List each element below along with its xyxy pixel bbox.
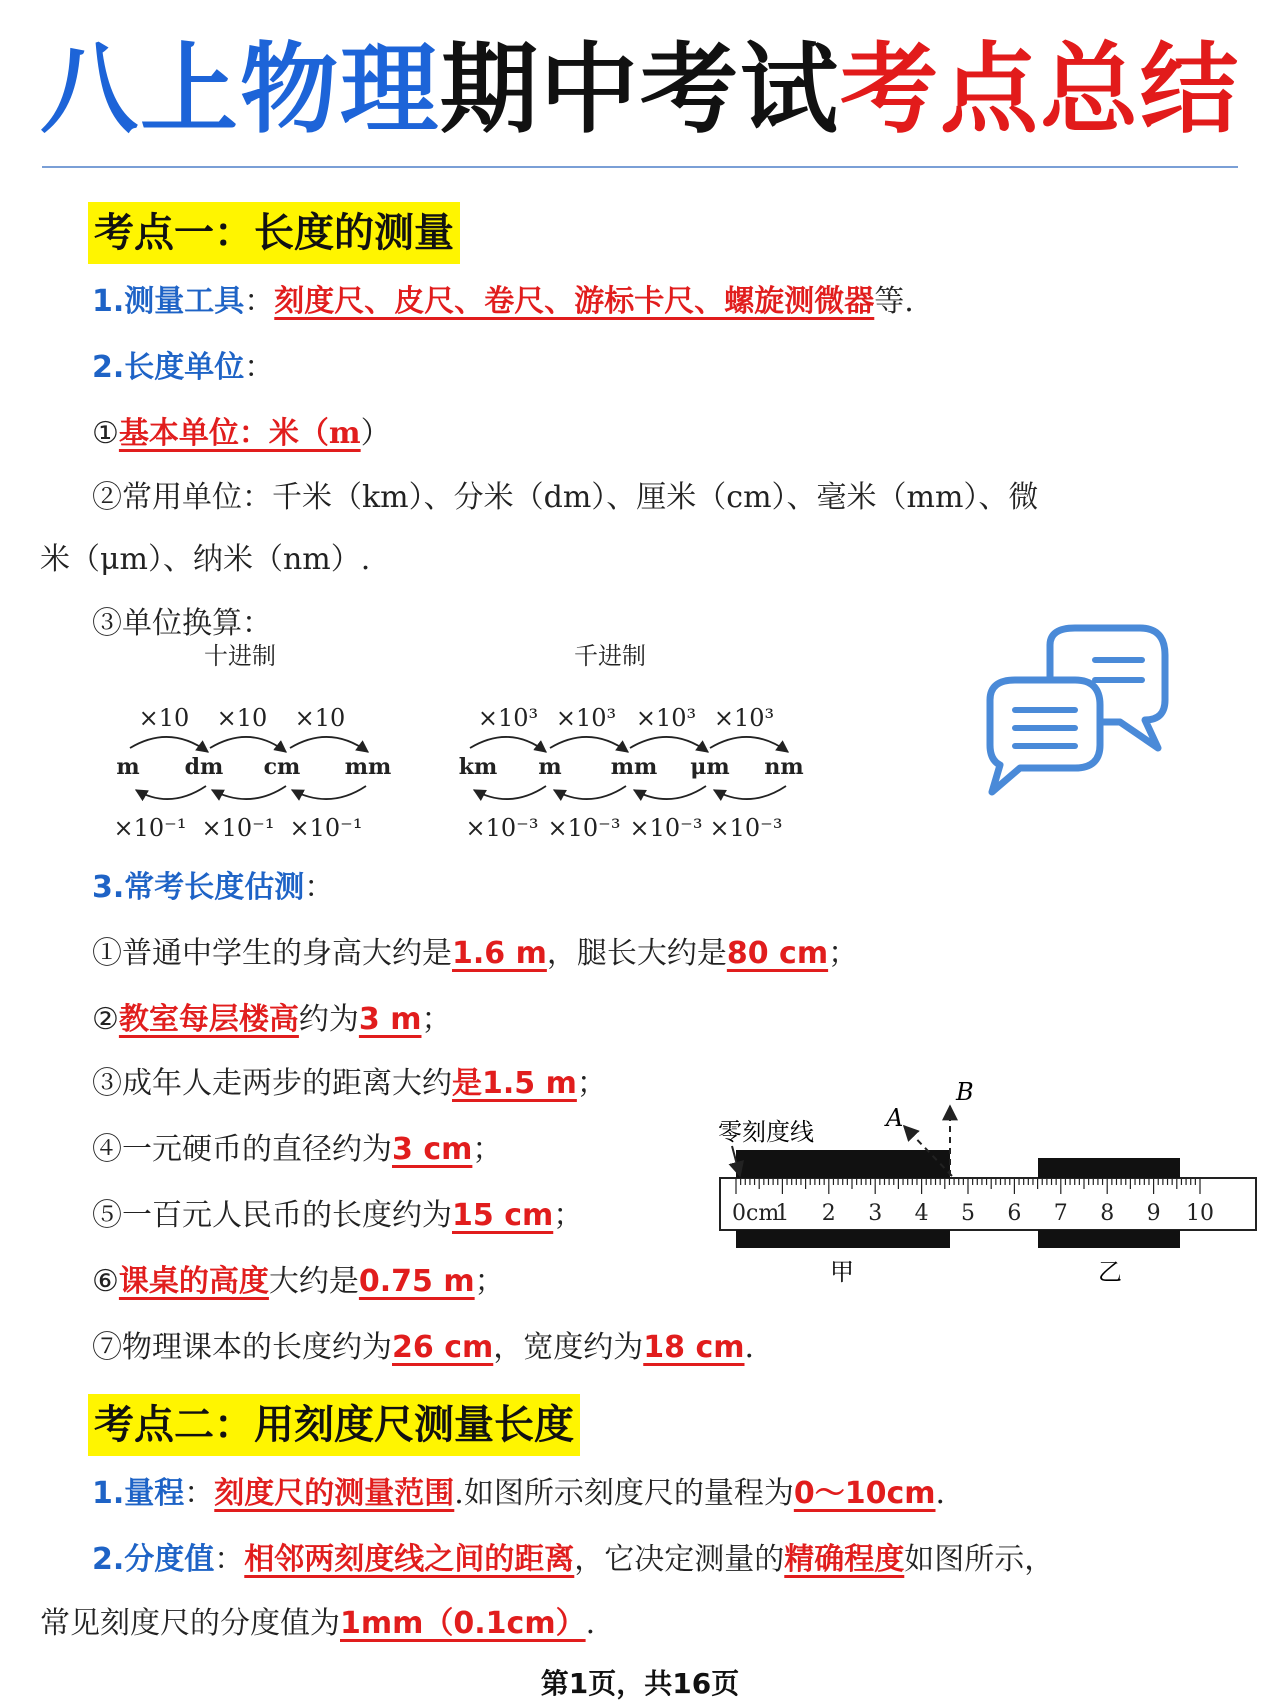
tools-sep: ：	[244, 284, 275, 319]
kilo-up-3: ×10³	[635, 704, 697, 732]
ruler-number: 9	[1146, 1201, 1161, 1226]
title-part1: 八上物理	[39, 33, 440, 147]
estimate-5	[92, 1196, 583, 1236]
units-label: 2.长度单位	[92, 350, 245, 385]
e6-subject: 课桌的高度	[118, 1264, 269, 1299]
ruler-number: 10	[1186, 1201, 1214, 1226]
tools-label: 1.测量工具	[92, 284, 245, 319]
division-label: 2.分度值	[92, 1542, 215, 1577]
division-line2-end: .	[585, 1606, 596, 1641]
e6-mid: 大约是	[268, 1264, 359, 1299]
division-value: 相邻两刻度线之间的距离	[244, 1542, 575, 1577]
base-unit-value: 基本单位：米（m	[118, 416, 361, 451]
e4-end: ；	[472, 1132, 503, 1167]
base-mark: ①	[92, 416, 119, 451]
division-line2-value: 1mm（0.1cm）	[340, 1606, 586, 1641]
decimal-unit-dm: dm	[184, 754, 224, 780]
kilo-down-4: ×10⁻³	[709, 814, 783, 842]
decimal-unit-mm: mm	[344, 754, 392, 780]
section2-heading: 考点二：用刻度尺测量长度	[88, 1394, 580, 1456]
estimate-6	[92, 1262, 505, 1302]
range-mid: .如图所示刻度尺的量程为	[454, 1476, 794, 1511]
estimate-1	[92, 934, 858, 974]
title-part2: 期中考试	[439, 33, 840, 147]
common-units-line2: 米（μm）、纳米（nm）.	[40, 542, 371, 577]
estimate-3	[92, 1064, 607, 1104]
zero-line-label: 零刻度线	[718, 1118, 814, 1146]
decimal-down-2: ×10⁻¹	[201, 814, 275, 842]
unit-conversion-diagram	[100, 640, 820, 860]
e1-value2: 80 cm	[726, 936, 829, 971]
kilo-up-2: ×10³	[555, 704, 617, 732]
ruler-number: 5	[961, 1201, 975, 1226]
decimal-up-2: ×10	[216, 704, 268, 732]
base-unit-tail: ）	[360, 416, 391, 451]
division-sep: ：	[214, 1542, 245, 1577]
tools-tail: 等.	[874, 284, 914, 319]
conversion-label: ③单位换算：	[92, 606, 272, 641]
e2-mark: ②	[92, 1002, 119, 1037]
e6-value: 0.75 m	[358, 1264, 475, 1299]
section1-heading: 考点一：长度的测量	[88, 202, 460, 264]
kilo-down-1: ×10⁻³	[465, 814, 539, 842]
block-right-label: 乙	[1098, 1258, 1122, 1286]
tools-line	[92, 282, 914, 322]
range-line	[92, 1474, 945, 1514]
estimate-tail: ：	[304, 870, 335, 905]
division-line2	[40, 1604, 595, 1644]
e7-value: 26 cm	[392, 1330, 494, 1365]
kilo-up-4: ×10³	[713, 704, 775, 732]
block-right	[1038, 1158, 1180, 1178]
estimate-label: 3.常考长度估测	[92, 870, 305, 905]
e7-value2: 18 cm	[643, 1330, 745, 1365]
range-tail: .	[935, 1476, 946, 1511]
e2-mid: 约为	[298, 1002, 359, 1037]
estimate-7	[92, 1328, 754, 1368]
e5-value: 15 cm	[452, 1198, 554, 1233]
range-sep: ：	[184, 1476, 215, 1511]
range-label: 1.量程	[92, 1476, 185, 1511]
e6-end: ；	[474, 1264, 505, 1299]
range-answer: 0～10cm	[793, 1476, 936, 1511]
common-units-line1: ②常用单位：千米（km）、分米（dm）、厘米（cm）、毫米（mm）、微	[92, 480, 1039, 515]
e4-text: ④一元硬币的直径约为	[92, 1132, 392, 1167]
page-title	[0, 30, 1280, 150]
kilo-unit-mm: mm	[610, 754, 658, 780]
e3-text: ③成年人走两步的距离大约	[92, 1066, 452, 1101]
e1-text: ①普通中学生的身高大约是	[92, 936, 452, 971]
ruler-figure	[700, 1060, 1270, 1290]
kilo-unit-um: μm	[690, 754, 730, 780]
units-line	[92, 348, 274, 388]
ruler-number: 4	[914, 1201, 929, 1226]
e2-subject: 教室每层楼高	[118, 1002, 299, 1037]
chat-bubble-icon	[980, 620, 1180, 800]
e7-mid: ，宽度约为	[493, 1330, 644, 1365]
label-b: B	[956, 1078, 974, 1106]
division-line	[92, 1540, 1054, 1580]
estimate-4	[92, 1130, 502, 1170]
e7-text: ⑦物理课本的长度约为	[92, 1330, 392, 1365]
ruler-number: 2	[821, 1201, 836, 1226]
e3-value: 是1.5 m	[452, 1066, 577, 1101]
kilo-down-3: ×10⁻³	[629, 814, 703, 842]
e5-text: ⑤一百元人民币的长度约为	[92, 1198, 452, 1233]
title-divider	[42, 166, 1238, 168]
units-tail: ：	[244, 350, 275, 385]
e3-end: ；	[576, 1066, 607, 1101]
tools-value: 刻度尺、皮尺、卷尺、游标卡尺、螺旋测微器	[274, 284, 875, 319]
base-unit-line	[92, 414, 391, 454]
e1-mid: ，腿长大约是	[546, 936, 727, 971]
label-a: A	[886, 1104, 904, 1132]
ruler-number: 7	[1053, 1201, 1068, 1226]
decimal-down-3: ×10⁻¹	[289, 814, 363, 842]
ruler-number: 0cm	[732, 1201, 780, 1226]
ruler-number: 6	[1007, 1201, 1022, 1226]
kilo-up-1: ×10³	[477, 704, 539, 732]
e2-end: ；	[421, 1002, 452, 1037]
kilo-title: 千进制	[574, 642, 646, 670]
e4-value: 3 cm	[392, 1132, 473, 1167]
estimate-line	[92, 868, 334, 908]
decimal-up-3: ×10	[294, 704, 346, 732]
e7-end: .	[744, 1330, 755, 1365]
block-left-label: 甲	[830, 1258, 854, 1286]
decimal-unit-m: m	[116, 754, 140, 780]
decimal-up-1: ×10	[138, 704, 190, 732]
kilo-unit-km: km	[458, 754, 498, 780]
kilo-unit-nm: nm	[764, 754, 804, 780]
e1-end: ；	[828, 936, 859, 971]
page-footer: 第1页，共16页	[540, 1667, 740, 1700]
ruler-number: 3	[868, 1201, 883, 1226]
division-value2: 精确程度	[784, 1542, 905, 1577]
title-part3: 考点总结	[840, 33, 1241, 147]
e1-value: 1.6 m	[452, 936, 547, 971]
ruler-number: 8	[1100, 1201, 1115, 1226]
decimal-title: 十进制	[204, 642, 276, 670]
estimate-2	[92, 1000, 451, 1040]
e5-end: ；	[553, 1198, 584, 1233]
kilo-down-2: ×10⁻³	[547, 814, 621, 842]
division-line2-text: 常见刻度尺的分度值为	[40, 1606, 340, 1641]
kilo-unit-m: m	[538, 754, 562, 780]
e6-mark: ⑥	[92, 1264, 119, 1299]
ruler-number: 1	[775, 1201, 790, 1226]
decimal-down-1: ×10⁻¹	[113, 814, 187, 842]
division-mid: ，它决定测量的	[574, 1542, 785, 1577]
division-tail: 如图所示，	[904, 1542, 1055, 1577]
range-value: 刻度尺的测量范围	[214, 1476, 455, 1511]
block-left	[736, 1150, 950, 1178]
decimal-unit-cm: cm	[263, 754, 301, 780]
e2-value: 3 m	[358, 1002, 422, 1037]
